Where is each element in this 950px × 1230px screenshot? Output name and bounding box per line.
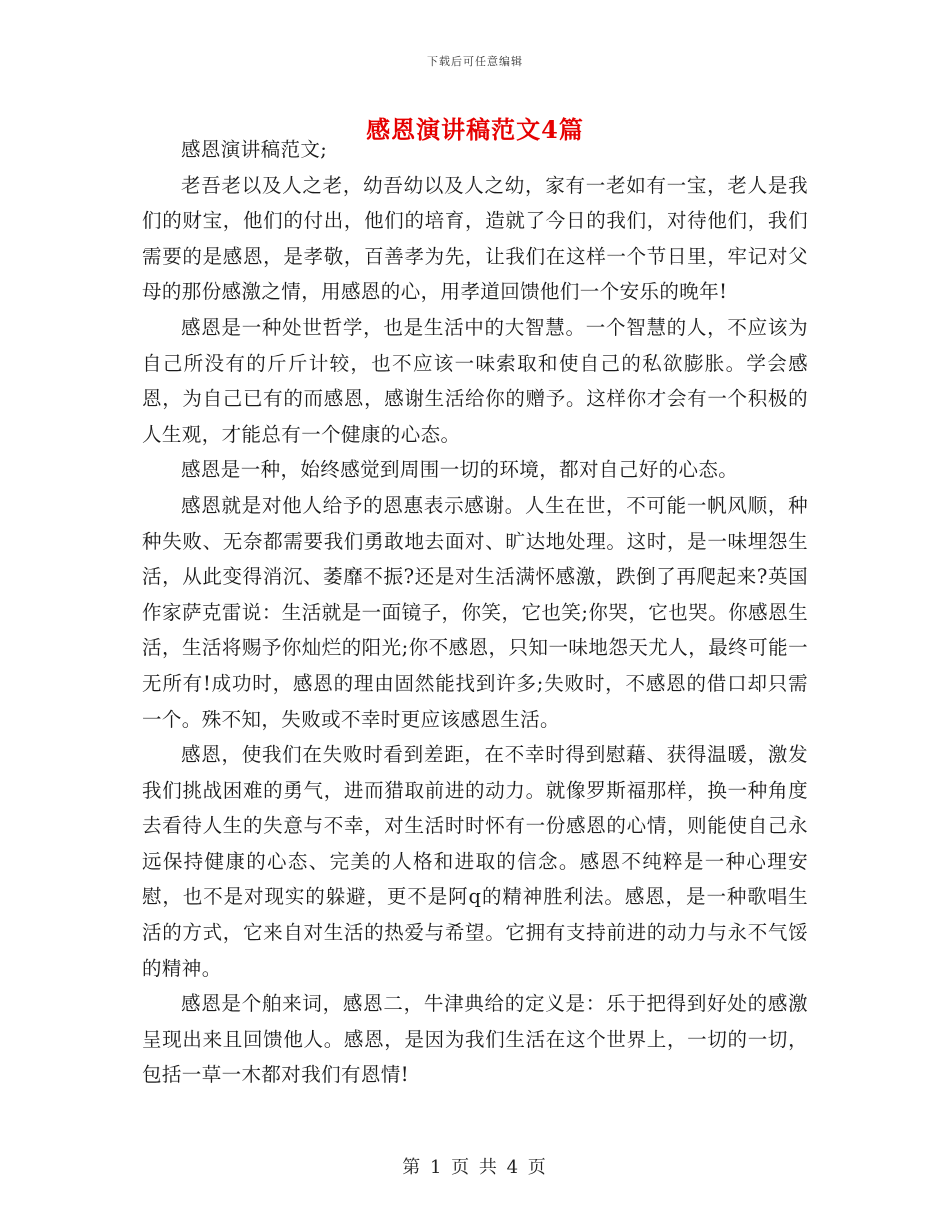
page-number: 第 1 页 共 4 页 — [402, 1157, 548, 1178]
paragraph-heading: 感恩演讲稿范文; — [181, 138, 328, 161]
paragraph: 感恩就是对他人给予的恩惠表示感谢。人生在世，不可能一帆风顺，种种失败、无奈都需要我们勇敢地去面对、旷达地处理。这时，是一味埋怨生活，从此变得消沉、萎靡不振?还是对生活满怀感激，跌倒了再爬起来?英国作家萨克雷说：生活就是一面镜子，你笑，它也笑;你哭，它也哭。你感恩生活，生活将赐予你灿烂的阳光;你不感恩，只知一味地怨天尤人，最终可能一无所有!成功时，感恩的理由固然能找到许多;失败时，不感恩的借口却只需一个。殊不知，失败或不幸时更应该感恩生活。 — [142, 493, 808, 731]
paragraph: 老吾老以及人之老，幼吾幼以及人之幼，家有一老如有一宝，老人是我们的财宝，他们的付出，他们的培育，造就了今日的我们，对待他们，我们需要的是感恩，是孝敬，百善孝为先，让我们在这样一个节日里，牢记对父母的那份感激之情，用感恩的心，用孝道回馈他们一个安乐的晚年! — [142, 173, 808, 304]
paragraph: 感恩是一种，始终感觉到周围一切的环境，都对自己好的心态。 — [181, 458, 739, 482]
paragraph: 感恩，使我们在失败时看到差距，在不幸时得到慰藉、获得温暖，激发我们挑战困难的勇气，进而猎取前进的动力。就像罗斯福那样，换一种角度去看待人生的失意与不幸，对生活时时怀有一份感恩的心情，则能使自己永远保持健康的心态、完美的人格和进取的信念。感恩不纯粹是一种心理安慰，也不是对现实的躲避，更不是阿q的精神胜利法。感恩，是一种歌唱生活的方式，它来自对生活的热爱与希望。它拥有支持前进的动力与永不气馁的精神。 — [142, 743, 808, 980]
paragraph: 感恩是个舶来词，感恩二，牛津典给的定义是：乐于把得到好处的感激呈现出来且回馈他人。感恩，是因为我们生活在这个世界上，一切的一切，包括一草一木都对我们有恩情! — [142, 992, 808, 1087]
document-body — [142, 132, 808, 1093]
header-note: 下载后可任意编辑 — [427, 55, 523, 68]
document-title: 感恩演讲稿范文4篇 — [366, 115, 584, 144]
paragraph: 感恩是一种处世哲学，也是生活中的大智慧。一个智慧的人，不应该为自己所没有的斤斤计较，也不应该一味索取和使自己的私欲膨胀。学会感恩，为自己已有的而感恩，感谢生活给你的赠予。这样你才会有一个积极的人生观，才能总有一个健康的心态。 — [142, 315, 808, 446]
